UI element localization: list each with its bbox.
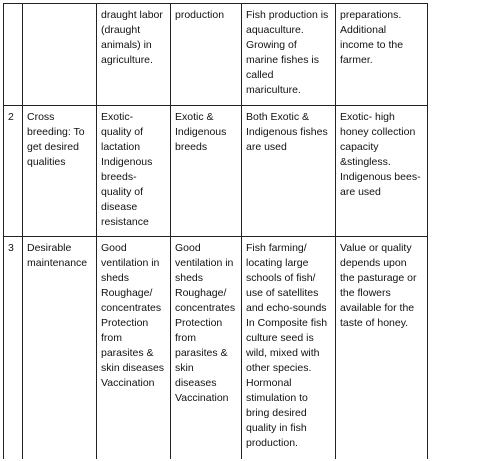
cell-fish: Fish farming/ locating large schools of fish/ use of satellites and echo-sounds In Composite fish culture seed is wild, mixed with other species. Hormonal stimulation to bring desired quality in fish production. — [242, 237, 336, 459]
cell-fish: Both Exotic & Indigenous fishes are used — [242, 106, 336, 237]
cell-bee: preparations. Additional income to the farmer. — [336, 4, 428, 106]
cell-cattle: draught labor (draught animals) in agriculture. — [97, 4, 171, 106]
cell-number: 2 — [4, 106, 23, 237]
comparison-table — [3, 3, 428, 459]
cell-number — [4, 4, 23, 106]
cell-criteria — [23, 4, 97, 106]
cell-cattle: Good ventilation in sheds Roughage/ concentrates Protection from parasites & skin diseases Vaccination — [97, 237, 171, 459]
cell-criteria: Desirable maintenance — [23, 237, 97, 459]
cell-criteria: Cross breeding: To get desired qualities — [23, 106, 97, 237]
cell-poultry: Exotic & Indigenous breeds — [171, 106, 242, 237]
table-row — [4, 4, 428, 106]
cell-bee: Value or quality depends upon the pasturage or the flowers available for the taste of honey. — [336, 237, 428, 459]
cell-poultry: Good ventilation in sheds Roughage/ concentrates Protection from parasites & skin diseases Vaccination — [171, 237, 242, 459]
cell-cattle: Exotic- quality of lactation Indigenous breeds- quality of disease resistance — [97, 106, 171, 237]
cell-poultry: production — [171, 4, 242, 106]
cell-fish: Fish production is aquaculture. Growing of marine fishes is called mariculture. — [242, 4, 336, 106]
table-row — [4, 237, 428, 459]
table-row — [4, 106, 428, 237]
cell-bee: Exotic- high honey collection capacity &stingless. Indigenous bees- are used — [336, 106, 428, 237]
cell-number: 3 — [4, 237, 23, 459]
